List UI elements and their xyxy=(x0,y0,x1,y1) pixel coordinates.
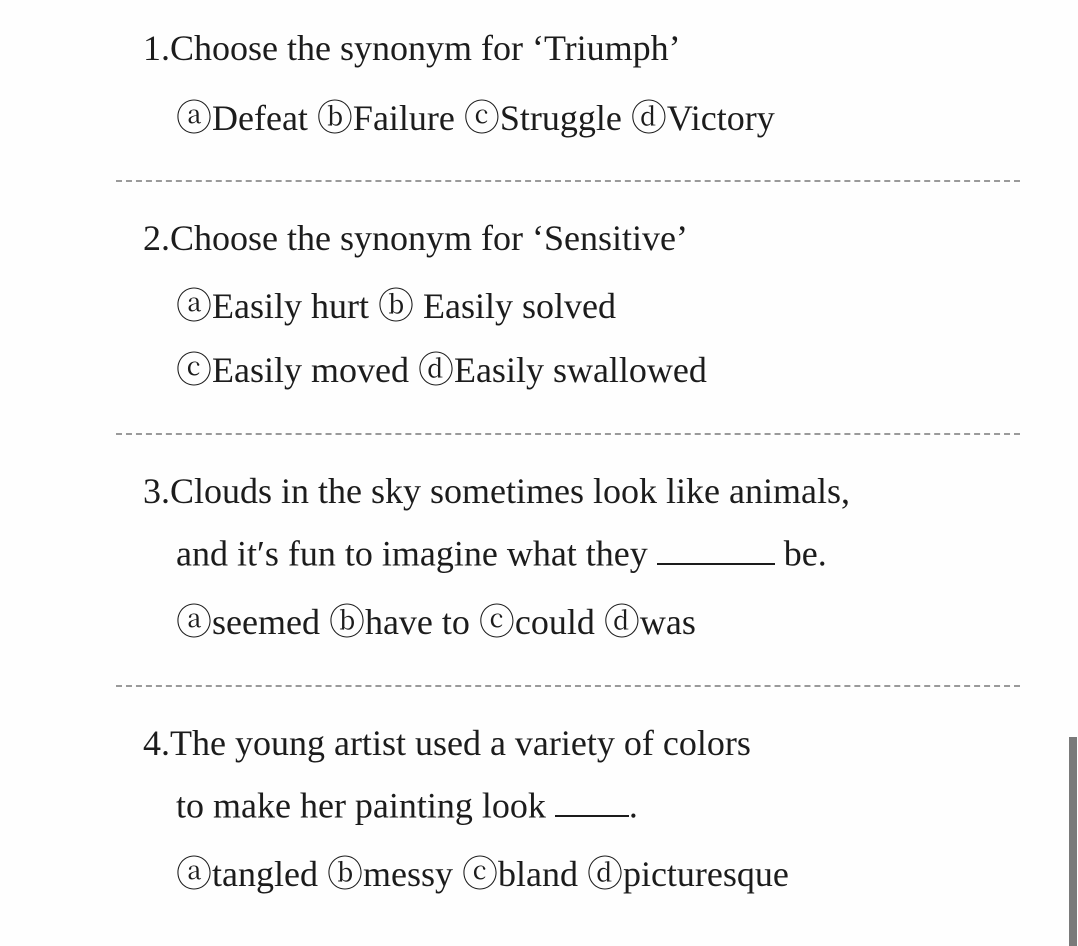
dashed-divider xyxy=(116,180,1020,182)
question-3-text-after-blank: be. xyxy=(783,533,827,574)
question-2-title: 2.Choose the synonym for ‘Sensitive’ xyxy=(143,218,688,258)
question-3-title: 3.Clouds in the sky sometimes look like animals, xyxy=(143,471,850,511)
question-3-text-before-blank: and it′s fun to imagine what they xyxy=(176,533,648,574)
question-1-title: 1.Choose the synonym for ‘Triumph’ xyxy=(143,28,681,68)
scrollbar-thumb[interactable] xyxy=(1069,737,1077,946)
answer-blank xyxy=(657,531,775,565)
answer-blank xyxy=(555,783,629,817)
question-3-options: ⓐseemed ⓑhave to ⓒcould ⓓwas xyxy=(176,602,696,642)
dashed-divider xyxy=(116,685,1020,687)
question-1-options: ⓐDefeat ⓑFailure ⓒStruggle ⓓVictory xyxy=(176,98,775,138)
question-2-options-line-2: ⓒEasily moved ⓓEasily swallowed xyxy=(176,350,707,390)
question-3-sentence-line xyxy=(176,531,827,575)
question-4-text-before-blank: to make her painting look xyxy=(176,785,546,826)
question-4-title: 4.The young artist used a variety of colors xyxy=(143,723,751,763)
question-4-text-after-blank: . xyxy=(628,785,638,826)
question-2-options-line-1: ⓐEasily hurt ⓑ Easily solved xyxy=(176,286,616,326)
question-4-sentence-line xyxy=(176,783,638,827)
question-4-options: ⓐtangled ⓑmessy ⓒbland ⓓpicturesque xyxy=(176,854,789,894)
dashed-divider xyxy=(116,433,1020,435)
